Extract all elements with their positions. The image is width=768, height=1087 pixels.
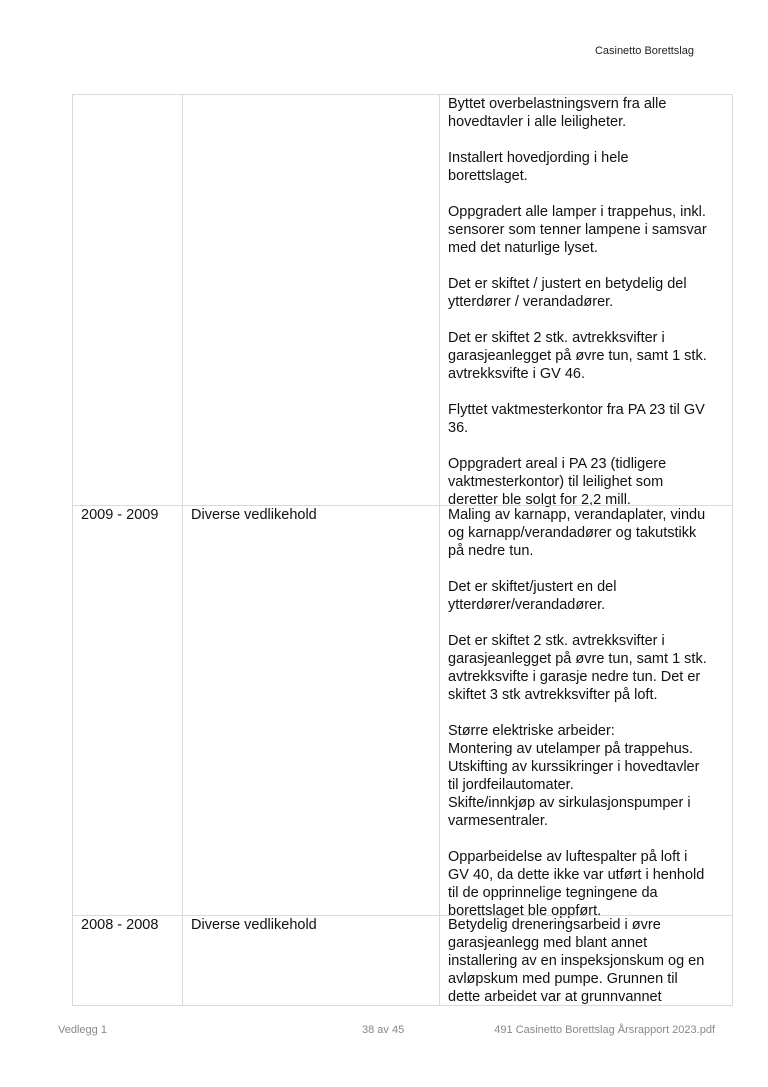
description-cell [448,95,730,509]
description-paragraph: Oppgradert alle lamper i trappehus, inkl. sensorer som tenner lampene i samsvar med det naturlige lyset. [448,204,707,256]
period-cell: 2008 - 2008 [81,917,159,933]
description-paragraph: Byttet overbelastningsvern fra alle hovedtavler i alle leiligheter. [448,96,667,130]
period-cell: 2009 - 2009 [81,507,159,523]
page-header-org: Casinetto Borettslag [594,45,694,57]
type-cell: Diverse vedlikehold [191,507,317,523]
description-paragraph: Betydelig dreneringsarbeid i øvre garasjeanlegg med blant annet installering av en inspeksjonskum og en avløpskum med pumpe. Grunnen til dette arbeidet var at grunnvannet [448,917,705,1005]
footer-attachment-label: Vedlegg 1 [58,1024,107,1036]
table-row [73,505,732,919]
description-paragraph: Større elektriske arbeider: Montering av utelamper på trappehus. Utskifting av kurssikringer i hovedtavler til jordfeilautomater. Skifte/innkjøp av sirkulasjonspumper i varmesentraler. [448,723,700,829]
table-row [73,95,732,508]
description-paragraph: Maling av karnapp, verandaplater, vindu og karnapp/verandadører og takutstikk på nedre tun. [448,507,706,559]
description-cell [448,916,730,1006]
description-paragraph: Oppgradert areal i PA 23 (tidligere vaktmesterkontor) til leilighet som deretter ble solgt for 2,2 mill. [448,456,667,508]
description-paragraph: Opparbeidelse av luftespalter på loft i GV 40, da dette ikke var utført i henhold til de opprinnelige tegningene da borettslaget ble oppført. [448,849,705,919]
description-paragraph: Det er skiftet 2 stk. avtrekksvifter i garasjeanlegget på øvre tun, samt 1 stk. avtrekksvifte i GV 46. [448,330,707,382]
description-paragraph: Flyttet vaktmesterkontor fra PA 23 til GV 36. [448,402,705,436]
table-row [73,915,732,1006]
description-paragraph: Det er skiftet 2 stk. avtrekksvifter i garasjeanlegget på øvre tun, samt 1 stk. avtrekksvifte i garasje nedre tun. Det er skiftet 3 stk avtrekksvifter på loft. [448,633,707,703]
footer-page-number: 38 av 45 [362,1024,405,1036]
description-paragraph: Det er skiftet / justert en betydelig del ytterdører / verandadører. [448,276,687,310]
maintenance-table [72,94,733,1006]
description-paragraph: Det er skiftet/justert en del ytterdører/verandadører. [448,579,617,613]
footer-filename: 491 Casinetto Borettslag Årsrapport 2023.pdf [494,1024,715,1036]
type-cell: Diverse vedlikehold [191,917,317,933]
description-paragraph: Installert hovedjording i hele borettslaget. [448,150,629,184]
description-cell [448,506,730,920]
